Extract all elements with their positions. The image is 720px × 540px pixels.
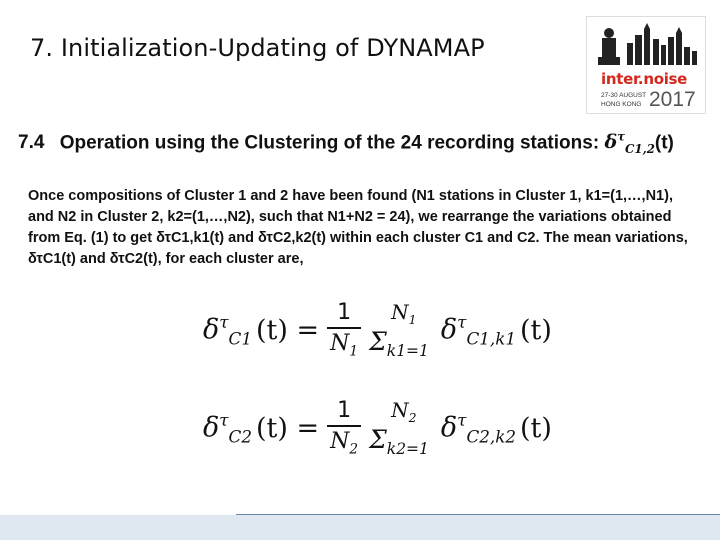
section-symbol: $\delta^\tau_{C1,2}$ <box>604 130 655 157</box>
footer-band <box>0 515 720 540</box>
conference-logo <box>586 16 706 114</box>
fraction: $\frac{1}{N_1}$ <box>327 300 361 359</box>
summation: $N_2$ $\Sigma_{k2=1}$ <box>369 398 429 458</box>
slide-title: 7. Initialization-Updating of DYNAMAP <box>30 34 485 62</box>
fraction: $\frac{1}{N_2}$ <box>327 398 361 457</box>
body-paragraph <box>28 186 692 270</box>
logo-year: 2017 <box>649 88 696 111</box>
section-argument: (t) <box>654 132 674 154</box>
paragraph-line: δτC1(t) and δτC2(t), for each cluster are, <box>28 251 304 267</box>
section-number: 7.4 <box>18 132 45 154</box>
logo-brand: inter.noise <box>601 70 688 88</box>
logo-city: HONG KONG <box>601 101 642 108</box>
paragraph-line: and N2 in Cluster 2, k2=(1,…,N2), such that N1+N2 = 24), we rearrange the variations obtained <box>28 209 672 225</box>
equation-cluster-2: $\delta^\tau_{C2}$ (t) = $\frac{1}{N_2}$ $N_2$ $\Sigma_{k2=1}$ $\delta^\tau_{C2,k2}$ (t) <box>203 398 552 458</box>
paragraph-line: from Eq. (1) to get δτC1,k1(t) and δτC2,k2(t) within each cluster C1 and C2. The mean variations, <box>28 230 688 246</box>
skyline-icon <box>595 21 699 67</box>
section-heading-text: Operation using the Clustering of the 24 recording stations: <box>59 132 600 154</box>
paragraph-line: Once compositions of Cluster 1 and 2 have been found (N1 stations in Cluster 1, k1=(1,…,N1), <box>28 188 673 204</box>
section-heading <box>18 130 674 156</box>
logo-dates: 27-30 AUGUST <box>601 92 647 99</box>
equation-cluster-1: $\delta^\tau_{C1}$ (t) = $\frac{1}{N_1}$ $N_1$ $\Sigma_{k1=1}$ $\delta^\tau_{C1,k1}$ (t) <box>203 300 552 360</box>
summation: $N_1$ $\Sigma_{k1=1}$ <box>369 300 429 360</box>
